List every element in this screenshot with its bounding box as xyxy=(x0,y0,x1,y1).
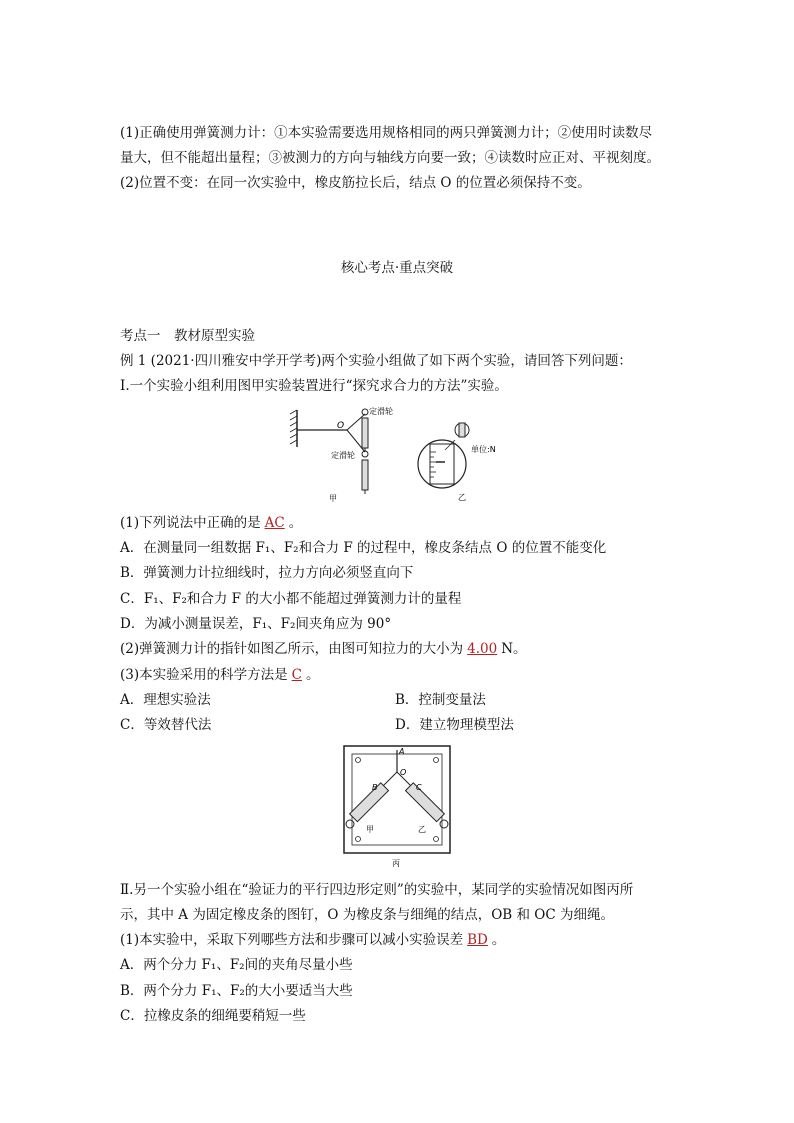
intro-p1b: 量大，但不能超出量程；③被测力的方向与轴线方向要一致；④读数时应正对、平视刻度。 xyxy=(120,150,660,166)
q3-option-b: B．控制变量法 xyxy=(395,692,486,708)
part2-q1-answer: BD xyxy=(467,932,488,948)
q2-answer: 4.00 xyxy=(467,641,498,657)
part1-intro: Ⅰ.一个实验小组利用图甲实验装置进行“探究求合力的方法”实验。 xyxy=(120,378,508,394)
example-heading: 例 1 (2021·四川雅安中学开学考)两个实验小组做了如下两个实验，请回答下列问题： xyxy=(120,353,632,369)
part2-q1-stem: (1)本实验中，采取下列哪些方法和步骤可以减小实验误差 BD 。 xyxy=(120,932,506,948)
yi-label: 乙 xyxy=(458,493,466,502)
q1-stem: (1)下列说法中正确的是 AC 。 xyxy=(120,515,303,531)
q2-stem: (2)弹簧测力计的指针如图乙所示，由图可知拉力的大小为 4.00 N。 xyxy=(120,641,527,657)
q3-option-d: D．建立物理模型法 xyxy=(395,717,514,733)
figure-jia-yi xyxy=(285,402,515,507)
part2-option-a: A．两个分力 F₁、F₂间的夹角尽量小些 xyxy=(120,957,353,973)
part2-intro2: 示，其中 A 为固定橡皮条的图钉，O 为橡皮条与细绳的结点，OB 和 OC 为细绳。 xyxy=(120,907,614,923)
label-jia: 甲 xyxy=(366,825,374,834)
label-yi: 乙 xyxy=(418,825,426,834)
label-o: O xyxy=(400,768,407,777)
label-bing: 丙 xyxy=(392,859,400,868)
q1-option-c: C．F₁、F₂和合力 F 的大小都不能超过弹簧测力计的量程 xyxy=(120,591,462,607)
node-o-label: O xyxy=(337,421,345,431)
part2-option-c: C．拉橡皮条的细绳要稍短一些 xyxy=(120,1008,306,1024)
section-title: 核心考点·重点突破 xyxy=(340,260,454,276)
q3-option-c: C．等效替代法 xyxy=(120,717,212,733)
jia-label: 甲 xyxy=(329,494,337,503)
label-a: A xyxy=(399,747,405,756)
q3-stem: (3)本实验采用的科学方法是 C 。 xyxy=(120,667,320,683)
label-b: B xyxy=(372,783,378,792)
part2-intro1: Ⅱ.另一个实验小组在“验证力的平行四边形定则”的实验中，某同学的实验情况如图丙所 xyxy=(120,882,634,898)
q1-option-a: A．在测量同一组数据 F₁、F₂和合力 F 的过程中，橡皮条结点 O 的位置不能变化 xyxy=(120,540,607,556)
intro-p2: (2)位置不变：在同一次实验中，橡皮筋拉长后，结点 O 的位置必须保持不变。 xyxy=(120,175,591,191)
q1-option-d: D．为减小测量误差，F₁、F₂间夹角应为 90° xyxy=(120,616,392,632)
unit-label: 单位:N xyxy=(471,445,496,454)
q1-answer: AC xyxy=(264,515,285,531)
kaodian-heading: 考点一 教材原型实验 xyxy=(120,328,255,344)
pulley-bottom-label: 定滑轮 xyxy=(331,451,355,460)
figure-bing xyxy=(340,742,455,870)
q3-option-a: A．理想实验法 xyxy=(120,692,211,708)
q1-option-b: B．弹簧测力计拉细线时，拉力方向必须竖直向下 xyxy=(120,565,414,581)
label-c: C xyxy=(416,783,422,792)
pulley-top-label: 定滑轮 xyxy=(369,407,393,416)
intro-p1a: (1)正确使用弹簧测力计：①本实验需要选用规格相同的两只弹簧测力计；②使用时读数尽 xyxy=(120,125,653,141)
part2-option-b: B．两个分力 F₁、F₂的大小要适当大些 xyxy=(120,983,353,999)
q3-answer: C xyxy=(291,667,302,683)
